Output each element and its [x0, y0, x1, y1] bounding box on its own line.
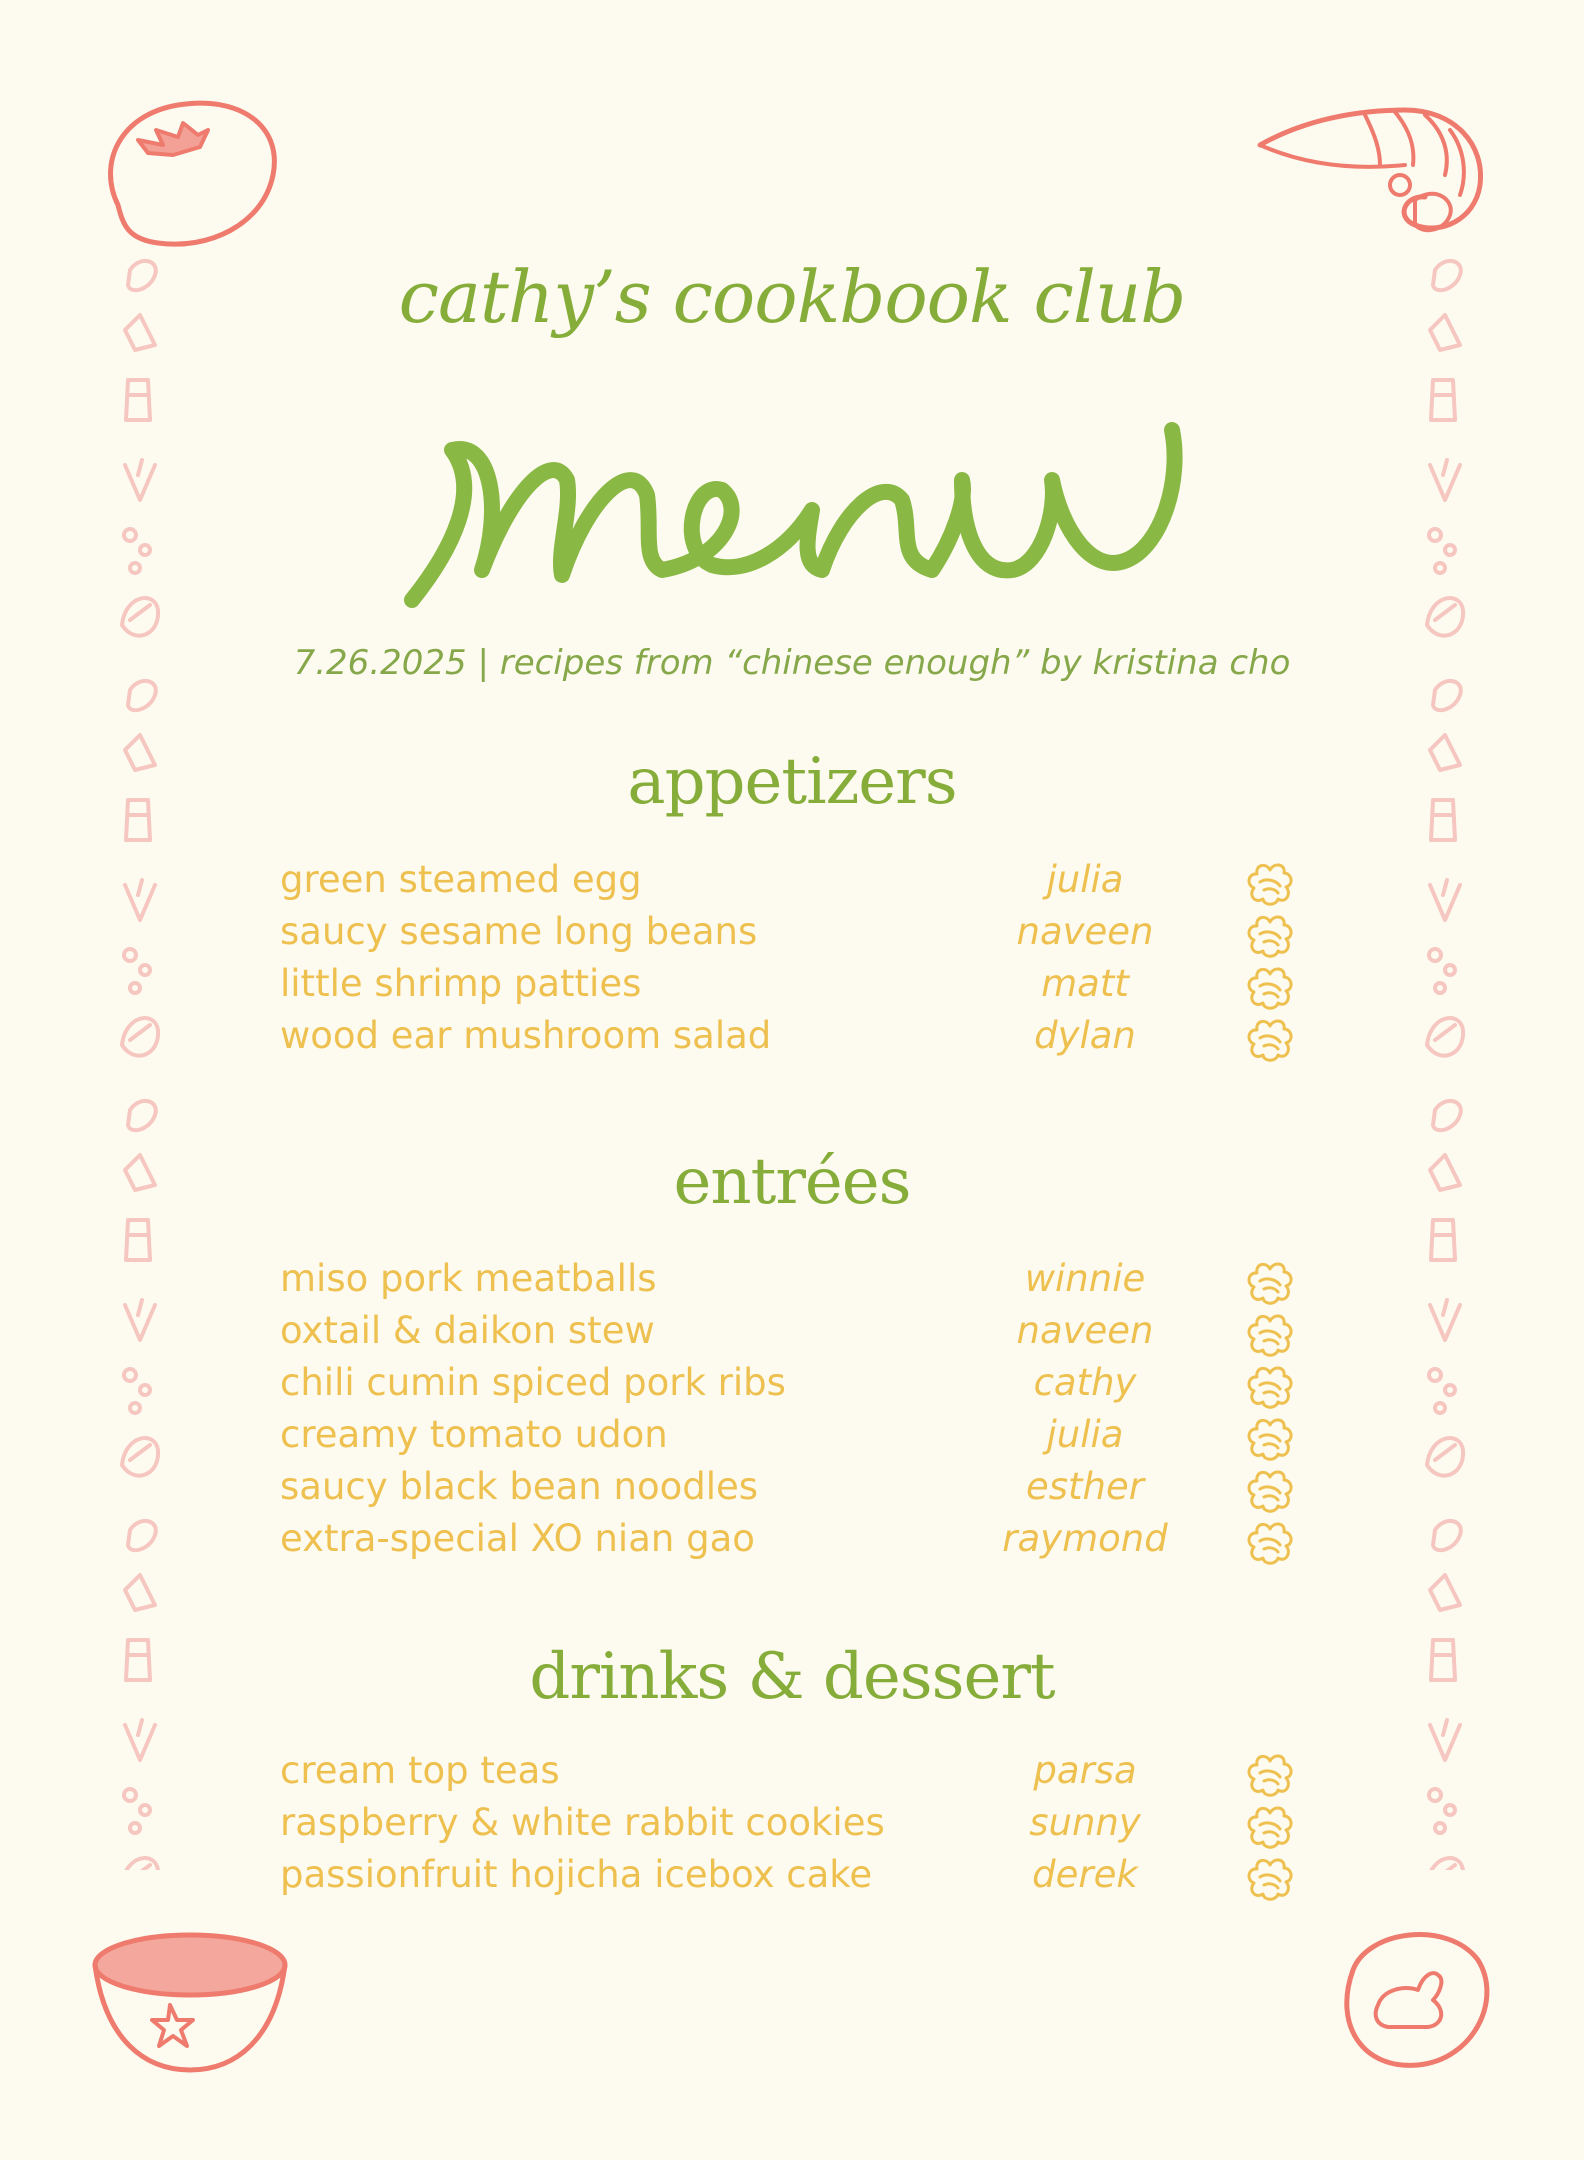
drinks-dessert-list — [280, 1749, 1310, 1905]
flower-icon — [1246, 1363, 1294, 1409]
cook-name: sunny — [1029, 1801, 1141, 1844]
flower-icon — [1246, 1016, 1294, 1062]
flower-icon — [1246, 860, 1294, 906]
tomato-icon — [88, 85, 288, 255]
list-item — [280, 1257, 1310, 1309]
bowl-icon — [85, 1920, 295, 2080]
event-subtitle: 7.26.2025 | recipes from “chinese enough” by kristina cho — [293, 643, 1291, 683]
dish-name: creamy tomato udon — [280, 1413, 668, 1456]
list-item — [280, 910, 1310, 962]
dish-name: saucy sesame long beans — [280, 910, 758, 953]
cook-name: derek — [1032, 1853, 1138, 1896]
dish-name: miso pork meatballs — [280, 1257, 657, 1300]
dish-name: extra-special XO nian gao — [280, 1517, 755, 1560]
list-item — [280, 1749, 1310, 1801]
dish-name: green steamed egg — [280, 858, 642, 901]
cook-name: cathy — [1033, 1361, 1137, 1404]
dish-name: passionfruit hojicha icebox cake — [280, 1853, 873, 1896]
flower-icon — [1246, 1751, 1294, 1797]
appetizers-list — [280, 858, 1310, 1066]
entrees-list — [280, 1257, 1310, 1569]
cook-name: matt — [1041, 962, 1129, 1005]
flower-icon — [1246, 1519, 1294, 1565]
list-item — [280, 1361, 1310, 1413]
flower-icon — [1246, 912, 1294, 958]
cook-name: winnie — [1024, 1257, 1146, 1300]
club-title: cathy’s cookbook club — [398, 255, 1186, 339]
left-border-doodles — [100, 250, 180, 1870]
flower-icon — [1246, 1415, 1294, 1461]
dish-name: chili cumin spiced pork ribs — [280, 1361, 786, 1404]
flower-icon — [1246, 1311, 1294, 1357]
section-heading-appetizers: appetizers — [627, 745, 957, 819]
menu-script-title — [392, 400, 1192, 630]
list-item — [280, 1413, 1310, 1465]
cook-name: parsa — [1033, 1749, 1137, 1792]
dish-name: oxtail & daikon stew — [280, 1309, 655, 1352]
dish-name: wood ear mushroom salad — [280, 1014, 772, 1057]
cook-name: dylan — [1034, 1014, 1136, 1057]
cook-name: naveen — [1016, 1309, 1154, 1352]
list-item — [280, 1517, 1310, 1569]
cook-name: raymond — [1002, 1517, 1168, 1560]
list-item — [280, 1465, 1310, 1517]
flower-icon — [1246, 964, 1294, 1010]
shrimp-icon — [1255, 85, 1495, 245]
rabbit-cookie-icon — [1328, 1915, 1498, 2075]
list-item — [280, 858, 1310, 910]
list-item — [280, 962, 1310, 1014]
cook-name: julia — [1046, 1413, 1124, 1456]
list-item — [280, 1801, 1310, 1853]
right-border-doodles — [1405, 250, 1485, 1870]
cook-name: esther — [1026, 1465, 1144, 1508]
dish-name: cream top teas — [280, 1749, 560, 1792]
flower-icon — [1246, 1259, 1294, 1305]
cook-name: julia — [1046, 858, 1124, 901]
section-heading-drinks-dessert: drinks & dessert — [529, 1640, 1055, 1714]
flower-icon — [1246, 1803, 1294, 1849]
section-heading-entrees: entrées — [673, 1145, 911, 1219]
dish-name: raspberry & white rabbit cookies — [280, 1801, 885, 1844]
flower-icon — [1246, 1467, 1294, 1513]
list-item — [280, 1853, 1310, 1905]
dish-name: saucy black bean noodles — [280, 1465, 759, 1508]
list-item — [280, 1309, 1310, 1361]
flower-icon — [1246, 1855, 1294, 1901]
cook-name: naveen — [1016, 910, 1154, 953]
dish-name: little shrimp patties — [280, 962, 642, 1005]
list-item — [280, 1014, 1310, 1066]
